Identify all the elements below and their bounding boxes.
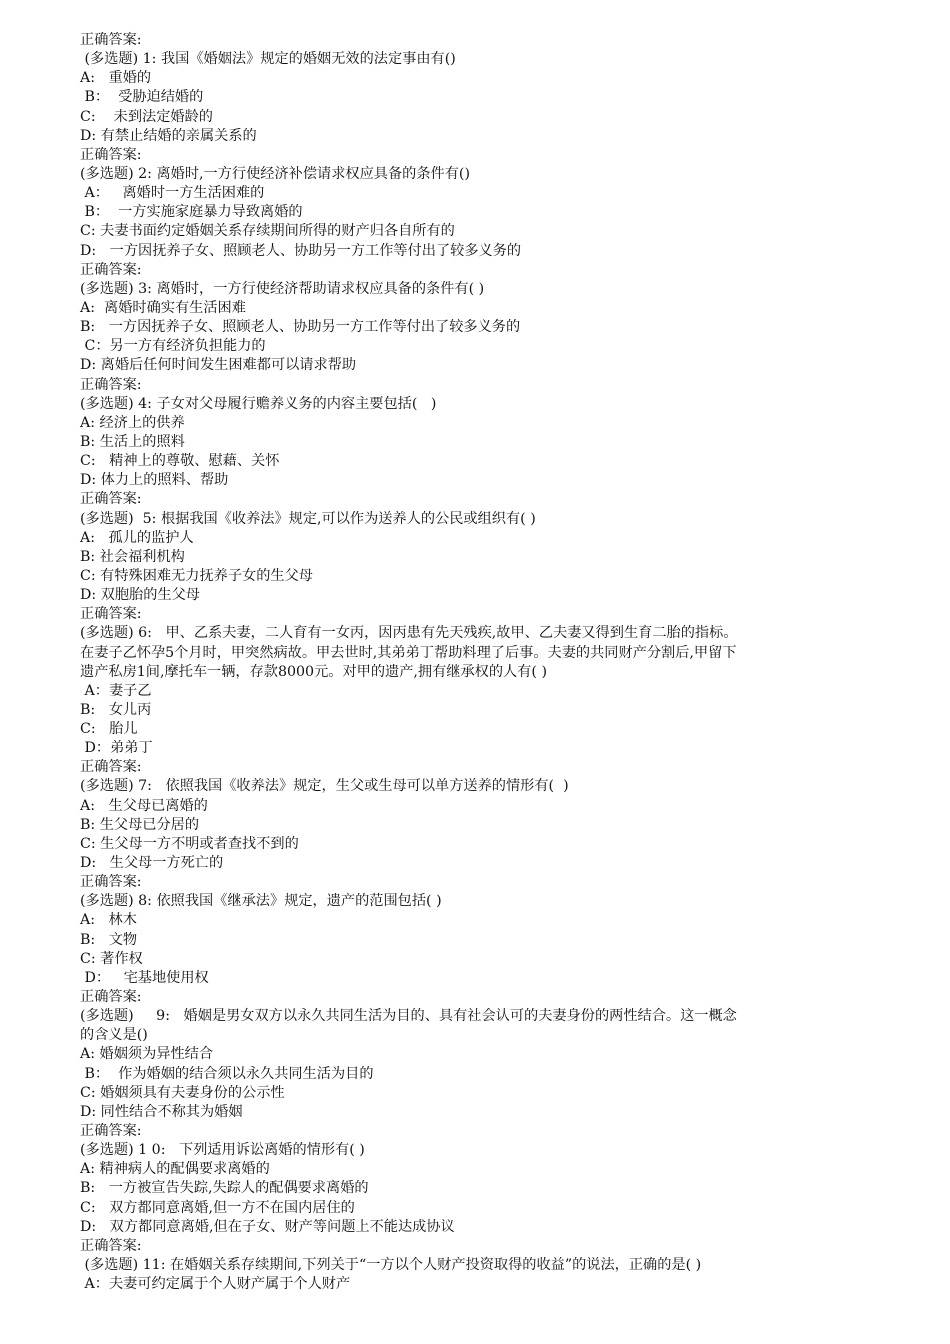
answer-label: 正确答案: <box>80 491 142 508</box>
question-3: (多选题) 3: 离婚时，一方行使经济帮助请求权应具备的条件有( ) <box>80 280 485 297</box>
answer-label: 正确答案: <box>80 759 142 776</box>
option-d: D： 宅基地使用权 <box>80 969 209 986</box>
option-d: D: 双方都同意离婚,但在子女、财产等问题上不能达成协议 <box>80 1218 455 1235</box>
answer-label: 正确答案: <box>80 376 142 393</box>
option-a: A： 离婚时一方生活困难的 <box>80 185 265 202</box>
answer-label: 正确答案: <box>80 146 142 163</box>
question-6-continued: 遗产私房1间,摩托车一辆，存款8000元。对甲的遗产,拥有继承权的人有( ) <box>80 663 547 680</box>
option-c: C: 有特殊困难无力抚养子女的生父母 <box>80 567 313 584</box>
option-c: C: 双方都同意离婚,但一方不在国内居住的 <box>80 1199 355 1216</box>
option-a: A: 孤儿的监护人 <box>80 529 194 546</box>
answer-label: 正确答案: <box>80 1123 142 1140</box>
option-d: D: 同性结合不称其为婚姻 <box>80 1103 243 1120</box>
option-b: B: 社会福利机构 <box>80 548 185 565</box>
question-9: (多选题) 9: 婚姻是男女双方以永久共同生活为目的、具有社会认可的夫妻身份的两性结合。这一概念 <box>80 1008 737 1025</box>
question-2: (多选题) 2: 离婚时,一方行使经济补偿请求权应具备的条件有() <box>80 165 470 182</box>
option-d: D: 有禁止结婚的亲属关系的 <box>80 127 257 144</box>
question-5: (多选题) 5: 根据我国《收养法》规定,可以作为送养人的公民或组织有( ) <box>80 510 536 527</box>
option-b: B: 生父母已分居的 <box>80 816 200 833</box>
option-a: A: 重婚的 <box>80 70 152 87</box>
option-d: D: 离婚后任何时间发生困难都可以请求帮助 <box>80 357 357 374</box>
question-8: (多选题) 8: 依照我国《继承法》规定，遗产的范围包括( ) <box>80 893 442 910</box>
answer-label: 正确答案: <box>80 606 142 623</box>
option-c: C: 婚姻须具有夫妻身份的公示性 <box>80 1084 285 1101</box>
question-9-continued: 的含义是() <box>80 1027 148 1044</box>
option-b: B： 一方实施家庭暴力导致离婚的 <box>80 204 303 221</box>
answer-label: 正确答案: <box>80 261 142 278</box>
option-d: D: 生父母一方死亡的 <box>80 855 224 872</box>
option-b: B: 一方因抚养子女、照顾老人、协助另一方工作等付出了较多义务的 <box>80 319 521 336</box>
option-b: B: 生活上的照料 <box>80 433 185 450</box>
option-a: A：妻子乙 <box>80 682 152 699</box>
option-d: D: 体力上的照料、帮助 <box>80 472 229 489</box>
option-b: B: 女儿丙 <box>80 701 152 718</box>
question-6: (多选题) 6: 甲、乙系夫妻，二人育有一女丙，因丙患有先天残疾,故甲、乙夫妻又得到生育二胎的指标。 <box>80 625 738 642</box>
option-b: B: 文物 <box>80 931 138 948</box>
option-c: C: 未到法定婚龄的 <box>80 108 213 125</box>
option-a: A：夫妻可约定属于个人财产属于个人财产 <box>80 1276 351 1293</box>
option-d: D：弟弟丁 <box>80 740 153 757</box>
option-c: C: 精神上的尊敬、慰藉、关怀 <box>80 453 280 470</box>
option-d: D: 一方因抚养子女、照顾老人、协助另一方工作等付出了较多义务的 <box>80 242 522 259</box>
option-c: C: 著作权 <box>80 950 143 967</box>
question-6-continued: 在妻子乙怀孕5个月时，甲突然病故。甲去世时,其弟弟丁帮助料理了后事。夫妻的共同财产分割后,甲留下 <box>80 644 737 661</box>
option-c: C: 胎儿 <box>80 721 138 738</box>
option-a: A: 精神病人的配偶要求离婚的 <box>80 1161 270 1178</box>
option-a: A: 林木 <box>80 912 137 929</box>
option-d: D: 双胞胎的生父母 <box>80 587 200 604</box>
option-c: C: 夫妻书面约定婚姻关系存续期间所得的财产归各自所有的 <box>80 223 455 240</box>
option-a: A: 生父母已离婚的 <box>80 797 208 814</box>
option-b: B： 受胁迫结婚的 <box>80 89 204 106</box>
option-a: A: 经济上的供养 <box>80 414 185 431</box>
question-7: (多选题) 7: 依照我国《收养法》规定，生父或生母可以单方送养的情形有( ) <box>80 778 569 795</box>
option-b: B: 一方被宣告失踪,失踪人的配偶要求离婚的 <box>80 1180 369 1197</box>
answer-label: 正确答案: <box>80 32 142 48</box>
option-b: B： 作为婚姻的结合须以永久共同生活为目的 <box>80 1065 374 1082</box>
answer-label: 正确答案: <box>80 874 142 891</box>
answer-label: 正确答案: <box>80 1237 142 1254</box>
option-c: C: 生父母一方不明或者查找不到的 <box>80 835 299 852</box>
question-11: (多选题) 11: 在婚姻关系存续期间,下列关于“一方以个人财产投资取得的收益”的说法，正确的是( ) <box>80 1257 702 1273</box>
option-a: A: 婚姻须为异性结合 <box>80 1046 214 1063</box>
document-page <box>80 31 880 1294</box>
question-1: (多选题) 1: 我国《婚姻法》规定的婚姻无效的法定事由有() <box>80 51 456 68</box>
option-c: C：另一方有经济负担能力的 <box>80 338 266 355</box>
answer-label: 正确答案: <box>80 989 142 1006</box>
question-4: (多选题) 4: 子女对父母履行赡养义务的内容主要包括( ) <box>80 395 437 412</box>
option-a: A: 离婚时确实有生活困难 <box>80 299 246 316</box>
question-10: (多选题) 1 0: 下列适用诉讼离婚的情形有( ) <box>80 1142 365 1159</box>
